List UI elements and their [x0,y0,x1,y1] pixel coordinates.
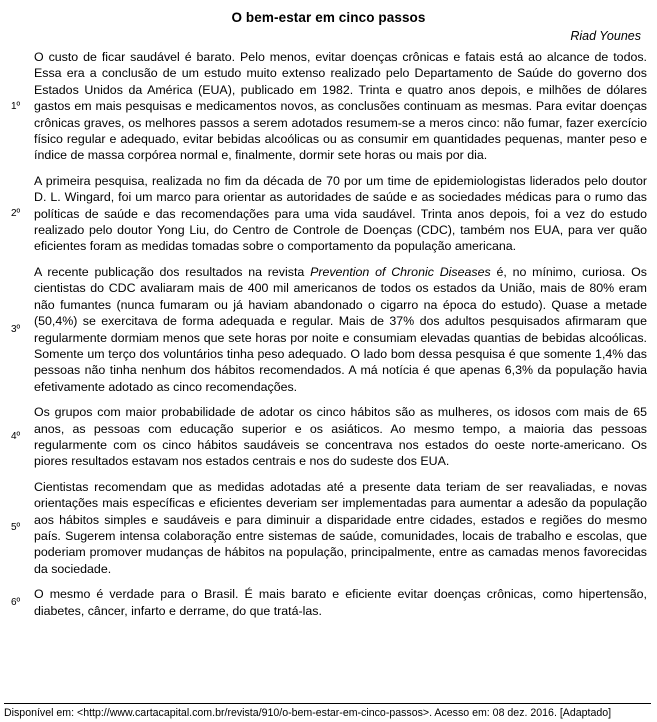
paragraph-number: 4º [11,431,21,443]
paragraph-text-segment: A recente publicação dos resultados na revista [34,264,311,279]
author-byline: Riad Younes [570,29,641,43]
paragraph-block [11,586,647,619]
page-title: O bem-estar em cinco passos [231,10,426,25]
horizontal-divider [4,703,651,704]
paragraph-text-segment: é, no mínimo, curiosa. Os cientistas do CDC avaliaram mais de 400 mil americanos de todos os estados da União, mais de 80% eram não fumantes (nunca fumaram ou já haviam abandonado o cigarro na época do estudo). Quase a metade (50,4%) se exercitava de forma adequada e regular. Mais de 37% dos adultos pesquisados afirmaram que regularmente dormiam menos que sete horas por noite e consumiam elevadas quantias de bebidas alcoólicas. Somente um terço dos voluntários tinha peso adequado. O lado bom dessa pesquisa é que somente 1,4% das pessoas não tinha nenhum dos hábitos recomendados. A má notícia é que apenas 6,3% da população havia efetivamente adotado as cinco recomendações. [34,264,647,394]
article-body [10,49,647,619]
paragraph-number: 1º [11,100,21,112]
paragraph-number: 5º [11,522,21,534]
paragraph-block [11,404,647,470]
paragraph-text [34,264,647,395]
source-citation: Disponível em: <http://www.cartacapital.com.br/revista/910/o-bem-estar-em-cinco-passos>. Acesso em: 08 dez. 2016. [Adaptado] [4,707,612,719]
paragraph-block [11,49,647,164]
paragraph-text: A primeira pesquisa, realizada no fim da década de 70 por um time de epidemiologistas liderados pelo doutor D. L. Wingard, foi um marco para orientar as autoridades de saúde e as sociedades médicas para o rumo das políticas de saúde e das recomendações para uma vida saudável. Trinta anos depois, foi a vez do estudo realizado pelo doutor Yong Liu, do Centro de Controle de Doenças (CDC), também nos EUA, para ver quão eficientes foram as medidas tomadas sobre o comportamento da população americana. [34,173,647,254]
paragraph-number: 3º [11,324,21,335]
paragraph-number: 6º [11,597,21,609]
paragraph-number: 2º [11,208,21,220]
publication-title: Prevention of Chronic Diseases [310,264,491,279]
paragraph-text: O mesmo é verdade para o Brasil. É mais barato e eficiente evitar doenças crônicas, como hipertensão, diabetes, câncer, infarto e derrame, do que tratá-las. [34,587,647,618]
paragraph-block [11,264,647,395]
paragraph-text: O custo de ficar saudável é barato. Pelo menos, evitar doenças crônicas e fatais está ao alcance de todos. Essa era a conclusão de um estudo muito extenso realizado pelo Departamento de Saúde do governo dos Estados Unidos da América (EUA), publicado em 1982. Trinta e quatro anos depois, e milhões de dólares gastos em mais pesquisas e medicamentos novos, as conclusões continuam as mesmas. Para evitar doenças crônicas graves, os melhores passos a serem adotados resumem-se a meros cinco: não fumar, fazer exercício físico regular e adequado, evitar bebidas alcoólicas ou as consumir em quantidades pequenas, manter peso e índice de massa corpórea normal e, finalmente, dormir sete horas ou mais por dia. [34,50,647,163]
paragraph-block [11,173,647,255]
paragraph-text: Cientistas recomendam que as medidas adotadas até a presente data teriam de ser reavaliadas, e novas orientações mais específicas e eficientes deveriam ser implementadas para aumentar a adesão da população aos hábitos simples e saudáveis e para diminuir a disparidade entre cidades, estados e regiões do mesmo país. Sugerem intensa colaboração entre sistemas de saúde, comunidades, locais de trabalho e escolas, que poderiam promover mudanças de hábitos na população, principalmente, entre as camadas menos favorecidas da sociedade. [34,479,647,576]
paragraph-block [11,479,647,577]
paragraph-text: Os grupos com maior probabilidade de adotar os cinco hábitos são as mulheres, os idosos com mais de 65 anos, as pessoas com educação superior e os asiáticos. Ao mesmo tempo, a maioria das pessoas regularmente com os cinco hábitos saudáveis se concentrava nos estados do oeste norte-americano. Os piores resultados estavam nos estados centrais e nos do sudeste dos EUA. [34,405,647,469]
source-footer [0,703,657,722]
